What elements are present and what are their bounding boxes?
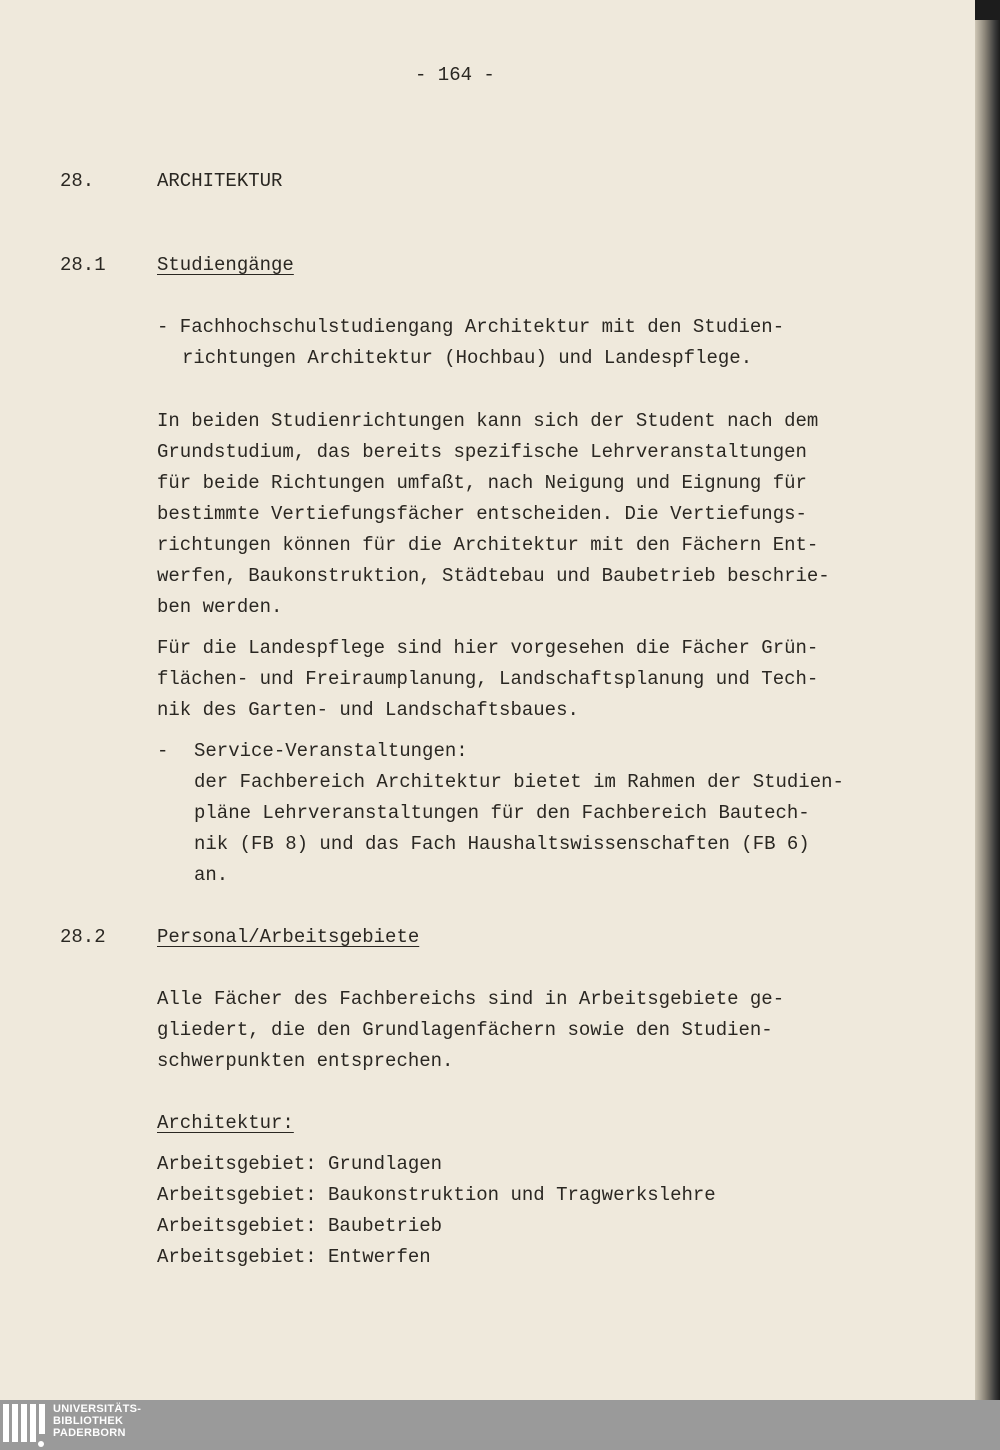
subsection-number: 28.1 (60, 254, 106, 276)
bullet-line: Service-Veranstaltungen: (194, 740, 468, 762)
paragraph-line: werfen, Baukonstruktion, Städtebau und Baubetrieb beschrie- (157, 565, 830, 587)
paragraph-line: richtungen können für die Architektur mit den Fächern Ent- (157, 534, 819, 556)
architektur-heading: Architektur: (157, 1112, 294, 1134)
paragraph-line: für beide Richtungen umfaßt, nach Neigung und Eignung für (157, 472, 807, 494)
paragraph-line: Für die Landespflege sind hier vorgesehen die Fächer Grün- (157, 637, 819, 659)
paragraph-line: nik des Garten- und Landschaftsbaues. (157, 699, 579, 721)
bullet-line: richtungen Architektur (Hochbau) und Landespflege. (182, 347, 753, 369)
bullet-line: nik (FB 8) und das Fach Haushaltswissenschaften (FB 6) (194, 833, 810, 855)
bullet-line: pläne Lehrveranstaltungen für den Fachbereich Bautech- (194, 802, 810, 824)
logo-line: PADERBORN (53, 1427, 126, 1439)
paragraph-line: In beiden Studienrichtungen kann sich der Student nach dem (157, 410, 819, 432)
work-area-item: Arbeitsgebiet: Grundlagen (157, 1153, 443, 1175)
library-logo-text (53, 1403, 173, 1439)
section-title: ARCHITEKTUR (157, 170, 283, 192)
paragraph-line: ben werden. (157, 596, 283, 618)
subsection-title: Personal/Arbeitsgebiete (157, 926, 420, 948)
work-area-item: Arbeitsgebiet: Baubetrieb (157, 1215, 443, 1237)
work-area-item: Arbeitsgebiet: Baukonstruktion und Tragwerkslehre (157, 1184, 716, 1206)
section-number: 28. (60, 170, 95, 192)
logo-line: UNIVERSITÄTS- (53, 1403, 142, 1415)
paragraph-line: gliedert, die den Grundlagenfächern sowie den Studien- (157, 1019, 773, 1041)
page-binding-edge (975, 0, 1000, 1400)
paragraph-line: flächen- und Freiraumplanung, Landschaftsplanung und Tech- (157, 668, 819, 690)
logo-line: BIBLIOTHEK (53, 1415, 124, 1427)
paragraph-line: schwerpunkten entsprechen. (157, 1050, 454, 1072)
work-area-item: Arbeitsgebiet: Entwerfen (157, 1246, 431, 1268)
subsection-number: 28.2 (60, 926, 106, 948)
page-number: - 164 - (415, 64, 495, 86)
bullet-dash: - (157, 740, 169, 762)
bullet-line: - Fachhochschulstudiengang Architektur mit den Studien- (157, 316, 785, 338)
logo-dot (38, 1441, 44, 1447)
page-corner (975, 0, 1000, 20)
paragraph-line: Alle Fächer des Fachbereichs sind in Arbeitsgebiete ge- (157, 988, 785, 1010)
bullet-line: an. (194, 864, 229, 886)
bullet-line: der Fachbereich Architektur bietet im Rahmen der Studien- (194, 771, 844, 793)
paragraph-line: Grundstudium, das bereits spezifische Lehrveranstaltungen (157, 441, 807, 463)
subsection-title: Studiengänge (157, 254, 294, 276)
paragraph-line: bestimmte Vertiefungsfächer entscheiden. Die Vertiefungs- (157, 503, 807, 525)
